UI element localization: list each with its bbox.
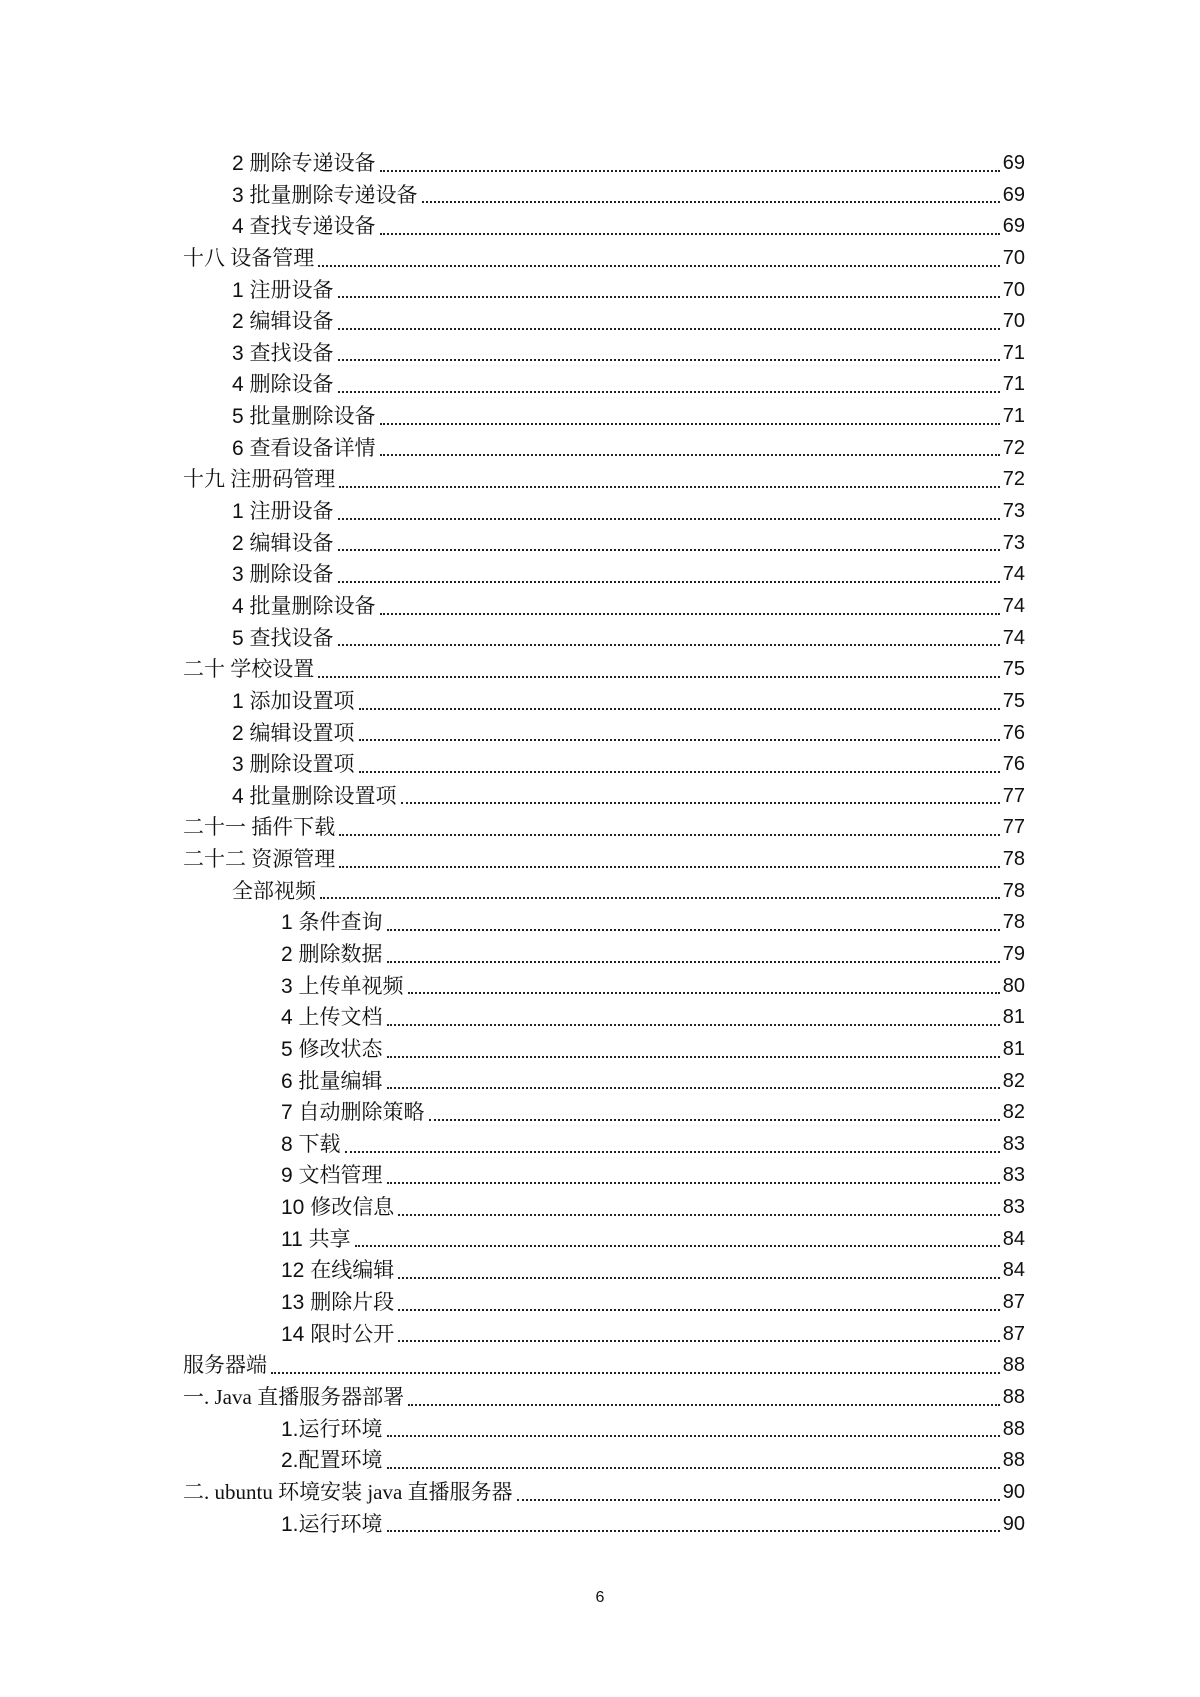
toc-dot-leader [387,1087,1000,1089]
toc-entry[interactable] [183,559,1025,591]
toc-dot-leader [387,1530,1000,1532]
toc-entry-label: 1 条件查询 [281,911,383,935]
toc-entry[interactable] [183,971,1025,1003]
toc-dot-leader [318,265,1000,267]
toc-entry-page-number: 73 [1002,500,1025,523]
toc-entry-page-number: 73 [1002,531,1025,554]
toc-entry-label: 十八 设备管理 [183,245,315,270]
toc-entry-page-number: 84 [1002,1227,1025,1250]
toc-entry[interactable] [183,1287,1025,1319]
toc-dot-leader [387,1435,1000,1437]
toc-dot-leader [339,866,1000,868]
toc-entry-page-number: 70 [1002,310,1025,333]
toc-dot-leader [359,708,1000,710]
toc-entry-label: 全部视频 [232,879,316,903]
toc-entry-page-number: 72 [1002,436,1025,459]
toc-entry-label: 1 注册设备 [232,500,334,524]
toc-entry[interactable] [183,338,1025,370]
toc-entry[interactable] [183,496,1025,528]
toc-entry[interactable] [183,243,1025,275]
toc-dot-leader [338,359,1000,361]
toc-entry[interactable] [183,876,1025,908]
toc-entry[interactable] [183,433,1025,465]
toc-entry-label: 12 在线编辑 [281,1259,395,1283]
toc-entry-page-number: 87 [1002,1291,1025,1314]
toc-entry-label: 服务器端 [183,1353,267,1378]
toc-entry-page-number: 69 [1002,183,1025,206]
toc-entry-page-number: 88 [1002,1417,1025,1440]
toc-dot-leader [320,897,1000,899]
toc-entry-label: 2 删除数据 [281,943,383,966]
toc-entry-page-number: 88 [1002,1354,1025,1377]
toc-entry-label: 8 下载 [281,1132,341,1156]
table-of-contents [183,148,1025,1540]
toc-entry[interactable] [183,1350,1025,1382]
toc-entry-label: 2 编辑设备 [232,531,334,555]
toc-entry-page-number: 87 [1002,1322,1025,1345]
toc-dot-leader [338,644,1000,646]
toc-entry-label: 1.运行环境 [281,1512,383,1536]
toc-entry[interactable] [183,306,1025,338]
toc-dot-leader [398,1340,1000,1342]
toc-entry-label: 1.运行环境 [281,1417,383,1441]
page-number: 6 [595,1589,605,1606]
toc-entry-label: 10 修改信息 [281,1196,395,1220]
toc-entry-label: 4 批量删除设备 [232,594,376,618]
toc-entry-page-number: 84 [1002,1259,1025,1282]
toc-entry-label: 11 共享 [281,1227,351,1251]
toc-dot-leader [429,1119,1000,1121]
toc-entry-label: 6 批量编辑 [281,1069,383,1093]
toc-entry[interactable] [183,1509,1025,1541]
toc-entry-page-number: 74 [1002,594,1025,617]
toc-entry-label: 14 限时公开 [281,1322,395,1346]
toc-entry-label: 2 编辑设置项 [232,721,355,745]
toc-dot-leader [380,170,1000,172]
toc-entry-label: 3 删除设备 [232,563,334,587]
toc-dot-leader [380,613,1000,615]
toc-entry[interactable] [183,464,1025,496]
toc-dot-leader [408,992,1000,994]
toc-dot-leader [387,1182,1000,1184]
toc-entry[interactable] [183,1224,1025,1256]
toc-entry-page-number: 70 [1002,278,1025,301]
toc-entry-label: 5 查找设备 [232,626,334,650]
toc-entry-page-number: 80 [1002,974,1025,997]
toc-entry-label: 二十二 资源管理 [183,847,336,872]
toc-dot-leader [398,1214,1000,1216]
toc-dot-leader [318,676,1000,678]
toc-entry-page-number: 69 [1002,151,1025,174]
toc-entry[interactable] [183,591,1025,623]
toc-dot-leader [387,1056,1000,1058]
toc-dot-leader [359,771,1000,773]
toc-dot-leader [380,423,1000,425]
toc-entry-page-number: 88 [1002,1385,1025,1408]
toc-entry-page-number: 82 [1002,1069,1025,1092]
toc-entry[interactable] [183,1034,1025,1066]
toc-entry[interactable] [183,211,1025,243]
toc-dot-leader [517,1499,1000,1501]
toc-entry-page-number: 88 [1002,1449,1025,1472]
toc-entry[interactable] [183,907,1025,939]
toc-entry[interactable] [183,781,1025,813]
toc-entry-page-number: 81 [1002,1037,1025,1060]
toc-entry-page-number: 83 [1002,1196,1025,1219]
toc-entry-label: 2.配置环境 [281,1449,383,1473]
toc-dot-leader [338,391,1000,393]
toc-dot-leader [338,549,1000,551]
toc-entry[interactable] [183,1066,1025,1098]
toc-dot-leader [355,1245,1000,1247]
toc-entry[interactable] [183,1414,1025,1446]
toc-entry[interactable] [183,1002,1025,1034]
toc-entry[interactable] [183,1129,1025,1161]
toc-entry-label: 3 批量删除专递设备 [232,183,418,207]
toc-entry[interactable] [183,180,1025,212]
toc-dot-leader [422,201,1000,203]
toc-dot-leader [359,739,1000,741]
toc-entry-page-number: 82 [1002,1101,1025,1124]
toc-entry-label: 5 修改状态 [281,1037,383,1061]
toc-dot-leader [380,233,1000,235]
toc-entry-label: 一. Java 直播服务器部署 [183,1384,405,1409]
toc-entry-label: 4 删除设备 [232,373,334,397]
toc-entry[interactable] [183,528,1025,560]
toc-dot-leader [387,929,1000,931]
toc-entry-page-number: 76 [1002,721,1025,744]
toc-dot-leader [338,328,1000,330]
toc-entry-page-number: 74 [1002,626,1025,649]
toc-entry-label: 二十一 插件下载 [183,815,336,840]
toc-entry[interactable] [183,1445,1025,1477]
toc-dot-leader [408,1404,1000,1406]
toc-entry-page-number: 75 [1002,689,1025,712]
toc-entry-label: 二. ubuntu 环境安装 java 直播服务器 [183,1479,513,1504]
toc-entry-page-number: 71 [1002,405,1025,428]
toc-entry[interactable] [183,939,1025,971]
toc-entry-page-number: 76 [1002,753,1025,776]
toc-entry[interactable] [183,1097,1025,1129]
toc-dot-leader [380,454,1000,456]
toc-entry[interactable] [183,623,1025,655]
toc-dot-leader [387,961,1000,963]
toc-entry-label: 13 删除片段 [281,1291,395,1315]
toc-dot-leader [345,1151,1000,1153]
toc-entry[interactable] [183,401,1025,433]
toc-entry-label: 7 自动删除策略 [281,1101,425,1125]
toc-entry[interactable] [183,275,1025,307]
toc-entry[interactable] [183,1192,1025,1224]
toc-entry-label: 3 删除设置项 [232,753,355,777]
toc-entry-label: 1 添加设置项 [232,689,355,713]
toc-dot-leader [401,802,1000,804]
toc-dot-leader [339,834,1000,836]
toc-entry-page-number: 90 [1002,1512,1025,1535]
toc-dot-leader [387,1467,1000,1469]
toc-entry[interactable] [183,844,1025,876]
toc-dot-leader [339,486,1000,488]
toc-entry-page-number: 81 [1002,1006,1025,1029]
toc-entry-label: 4 查找专递设备 [232,215,376,239]
toc-entry[interactable] [183,812,1025,844]
toc-dot-leader [338,581,1000,583]
toc-entry-page-number: 78 [1002,848,1025,871]
toc-entry-page-number: 83 [1002,1164,1025,1187]
toc-dot-leader [271,1372,1000,1374]
toc-entry-page-number: 72 [1002,468,1025,491]
toc-entry-label: 2 删除专递设备 [232,151,376,175]
toc-entry[interactable] [183,369,1025,401]
toc-entry-page-number: 69 [1002,215,1025,238]
toc-entry-label: 2 编辑设备 [232,310,334,334]
toc-entry-label: 3 查找设备 [232,341,334,365]
toc-dot-leader [387,1024,1000,1026]
toc-dot-leader [338,518,1000,520]
toc-entry[interactable] [183,1319,1025,1351]
toc-entry-label: 二十 学校设置 [183,657,315,682]
toc-entry-label: 9 文档管理 [281,1164,383,1188]
toc-dot-leader [398,1309,1000,1311]
toc-entry-page-number: 70 [1002,246,1025,269]
toc-dot-leader [338,296,1000,298]
toc-entry-page-number: 71 [1002,341,1025,364]
toc-entry[interactable] [183,1161,1025,1193]
toc-entry-page-number: 78 [1002,911,1025,934]
toc-entry-page-number: 79 [1002,943,1025,965]
toc-entry-page-number: 83 [1002,1132,1025,1155]
toc-entry[interactable] [183,718,1025,750]
toc-entry-label: 3 上传单视频 [281,974,404,998]
toc-entry-page-number: 74 [1002,563,1025,586]
toc-entry[interactable] [183,1382,1025,1414]
toc-entry-page-number: 71 [1002,373,1025,396]
toc-entry-label: 1 注册设备 [232,278,334,302]
toc-entry-page-number: 90 [1002,1480,1025,1503]
toc-entry-label: 十九 注册码管理 [183,467,336,492]
toc-entry[interactable] [183,1477,1025,1509]
toc-entry-page-number: 75 [1002,658,1025,681]
toc-entry[interactable] [183,749,1025,781]
toc-entry-label: 4 上传文档 [281,1006,383,1030]
toc-entry[interactable] [183,148,1025,180]
toc-entry[interactable] [183,654,1025,686]
toc-entry-page-number: 77 [1002,784,1025,807]
toc-entry-page-number: 78 [1002,879,1025,902]
toc-entry-label: 5 批量删除设备 [232,405,376,429]
toc-entry-label: 6 查看设备详情 [232,436,376,460]
toc-entry-page-number: 77 [1002,816,1025,839]
toc-entry-label: 4 批量删除设置项 [232,784,397,808]
toc-entry[interactable] [183,686,1025,718]
toc-entry[interactable] [183,1255,1025,1287]
toc-dot-leader [398,1277,1000,1279]
